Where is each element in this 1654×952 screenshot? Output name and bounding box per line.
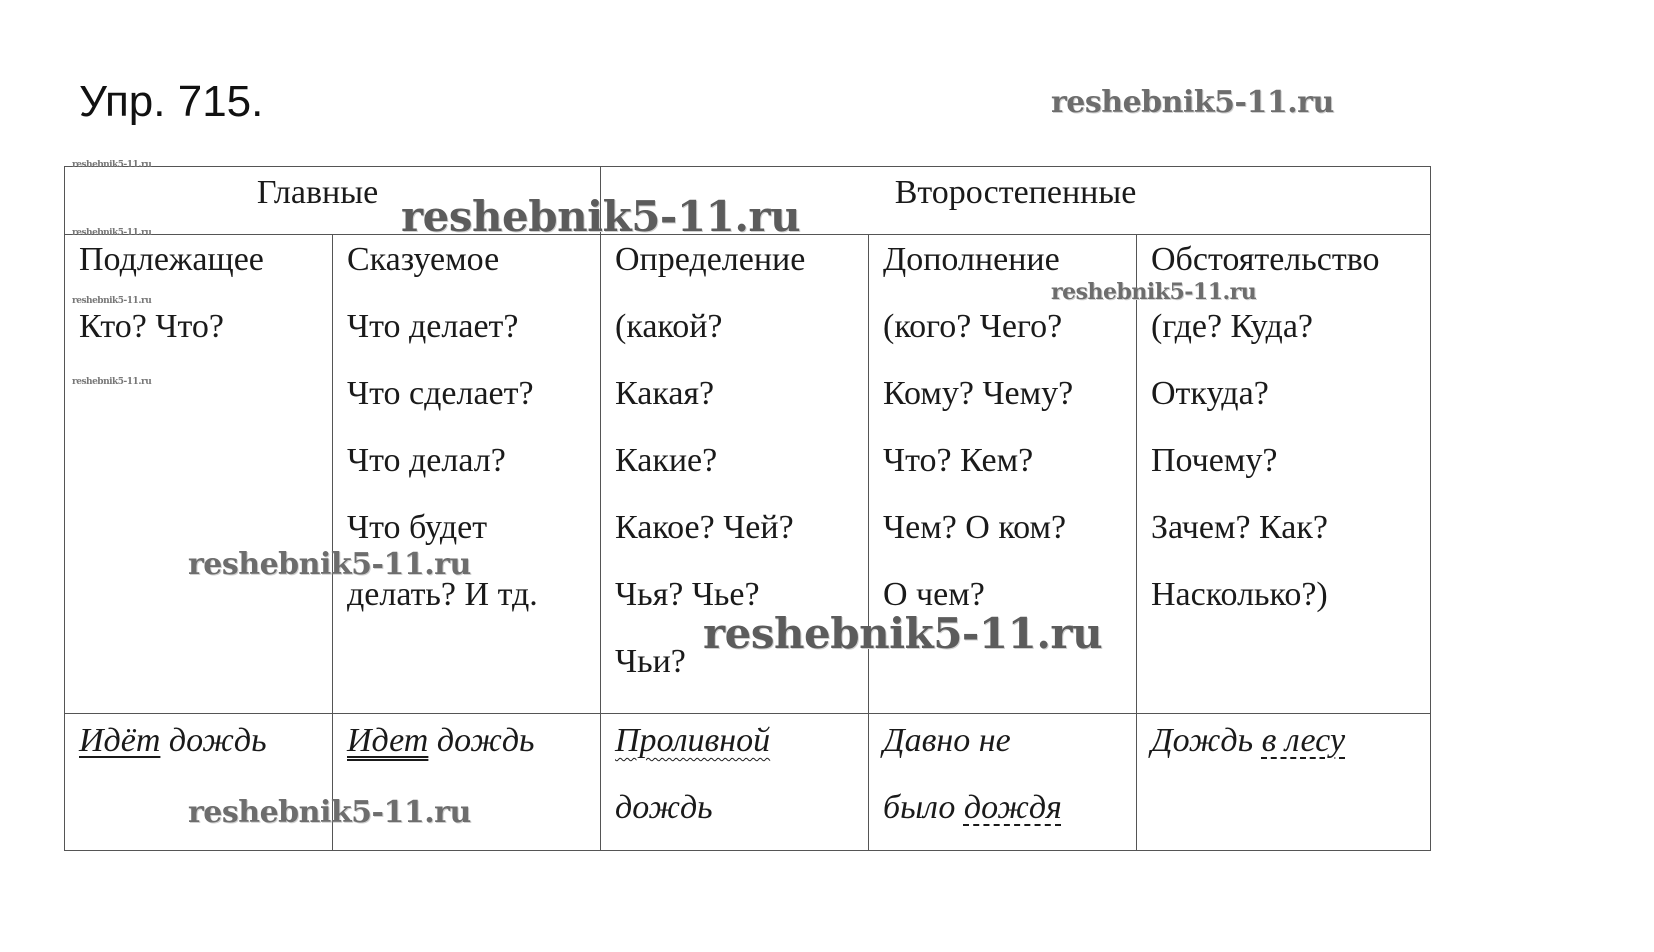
watermark: reshebnik5-11.ru — [1051, 279, 1257, 305]
object-example-cell — [869, 714, 1137, 851]
watermark: reshebnik5-11.ru — [72, 377, 152, 387]
attribute-word: Проливной — [615, 722, 771, 759]
object-question: О чем? — [883, 576, 985, 613]
watermark: reshebnik5-11.ru — [401, 192, 801, 241]
object-example-line2 — [883, 781, 1136, 848]
attribute-question: Чья? Чье? — [615, 576, 760, 613]
subject-word: Идёт — [79, 722, 161, 759]
predicate-question: Что делал? — [347, 442, 506, 479]
circumstance-question: Почему? — [1151, 442, 1278, 479]
attribute-question: Какие? — [615, 442, 718, 479]
watermark: reshebnik5-11.ru — [72, 296, 152, 306]
subject-term: Подлежащее — [79, 241, 264, 278]
example-rest: дождь — [160, 722, 267, 759]
sentence-parts-table — [64, 166, 1431, 851]
watermark: reshebnik5-11.ru — [72, 160, 152, 170]
attribute-example-line2: дождь — [615, 789, 713, 826]
exercise-title: Упр. 715. — [79, 77, 264, 126]
circumstance-words: в лесу — [1261, 722, 1346, 759]
object-question: Что? Кем? — [883, 442, 1034, 479]
predicate-example — [347, 714, 600, 781]
attribute-term: Определение — [615, 241, 806, 278]
main-parts-label: Главные — [256, 174, 379, 211]
circumstance-term: Обстоятельство — [1151, 241, 1380, 278]
predicate-question: Что делает? — [347, 308, 519, 345]
subject-example — [79, 714, 332, 781]
circumstance-cell — [1137, 235, 1431, 714]
circumstance-example — [1151, 714, 1430, 781]
circumstance-question: Откуда? — [1151, 375, 1269, 412]
example-plain: Дождь — [1151, 722, 1262, 759]
object-example-line1: Давно не — [883, 722, 1011, 759]
predicate-word: Идет — [347, 722, 429, 759]
subject-question: Кто? Что? — [79, 308, 224, 345]
attribute-question: Какое? Чей? — [615, 509, 794, 546]
watermark: reshebnik5-11.ru — [703, 609, 1103, 658]
example-rest: дождь — [428, 722, 535, 759]
predicate-cell — [333, 235, 601, 714]
circumstance-question: (где? Куда? — [1151, 308, 1314, 345]
circumstance-example-cell — [1137, 714, 1431, 851]
predicate-question: делать? И тд. — [347, 576, 538, 613]
watermark: reshebnik5-11.ru — [188, 795, 471, 830]
predicate-question: Что сделает? — [347, 375, 534, 412]
watermark: reshebnik5-11.ru — [72, 228, 152, 238]
attribute-example-cell — [601, 714, 869, 851]
watermark: reshebnik5-11.ru — [1051, 85, 1334, 120]
watermark: reshebnik5-11.ru — [188, 547, 471, 582]
attribute-question: Чьи? — [615, 643, 686, 680]
attribute-example-line1 — [615, 714, 868, 781]
secondary-parts-label: Второстепенные — [894, 174, 1137, 211]
attribute-question: (какой? — [615, 308, 723, 345]
subject-cell — [65, 235, 333, 714]
object-term: Дополнение — [883, 241, 1060, 278]
attribute-question: Какая? — [615, 375, 715, 412]
object-question: (кого? Чего? — [883, 308, 1063, 345]
object-question: Кому? Чему? — [883, 375, 1074, 412]
circumstance-question: Насколько?) — [1151, 576, 1328, 613]
object-word: дождя — [963, 789, 1062, 826]
predicate-question: Что будет — [347, 509, 488, 546]
object-question: Чем? О ком? — [883, 509, 1067, 546]
circumstance-question: Зачем? Как? — [1151, 509, 1328, 546]
example-plain: было — [883, 789, 964, 826]
predicate-term: Сказуемое — [347, 241, 500, 278]
